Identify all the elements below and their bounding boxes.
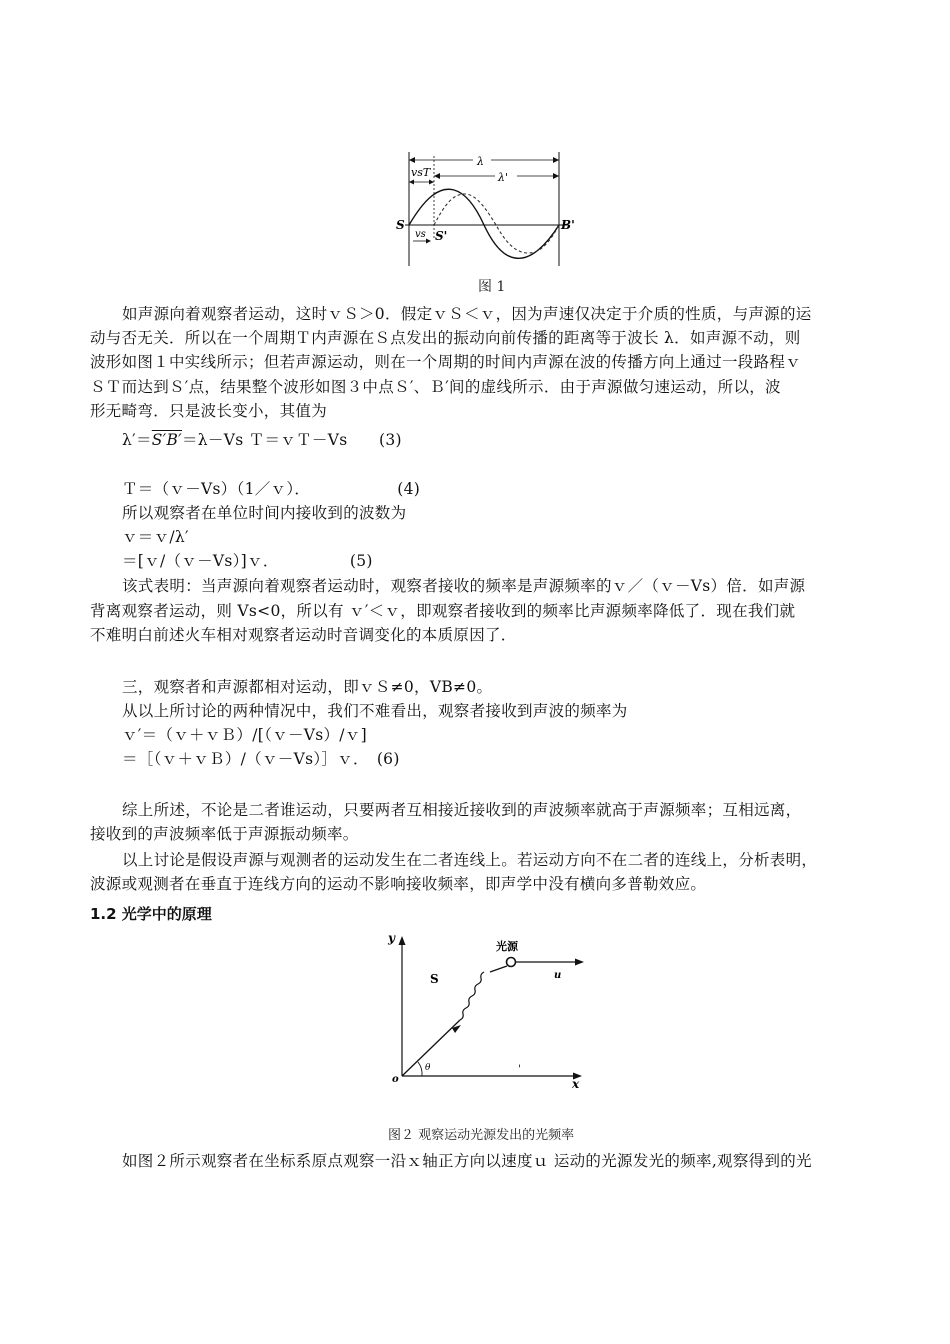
s-label: S — [396, 218, 405, 232]
equation-v: ｖ＝ｖ/λ′ — [122, 528, 189, 546]
lambda-label: λ — [477, 155, 484, 168]
paragraph-line: 接收到的声波频率低于声源振动频率。 — [90, 825, 359, 843]
angle-arc — [418, 1062, 422, 1076]
figure-2-coordinate-diagram — [368, 928, 590, 1090]
paragraph-line: 综上所述，不论是二者谁运动，只要两者互相接近接收到的声波频率就高于声源频率；互相远离， — [122, 801, 802, 819]
figure-1-wave-diagram — [395, 148, 575, 270]
figure-2-caption: 图２ 观察运动光源发出的光频率 — [388, 1128, 575, 1143]
equation-6b: ＝［（ｖ＋ｖＢ）/（ｖ－Vs）］ｖ． (6) — [122, 750, 400, 768]
y-axis-label: y — [388, 931, 395, 945]
vs-label: vs — [415, 229, 426, 240]
theta-label: θ — [425, 1063, 431, 1073]
ray-line — [402, 1020, 460, 1076]
paragraph-line: 从以上所讨论的两种情况中，我们不难看出，观察者接收到声波的频率为 — [122, 702, 628, 720]
paragraph-line: 该式表明：当声源向着观察者运动时，观察者接收的频率是声源频率的ｖ／（ｖ－Vs）倍．如声源 — [122, 577, 806, 595]
origin-label: o — [392, 1074, 399, 1085]
light-source-label: 光源 — [496, 940, 518, 953]
paragraph-line: 形无畸弯．只是波长变小，其值为 — [90, 402, 328, 420]
stray-mark: ' — [518, 1064, 521, 1075]
paragraph-line: 以上讨论是假设声源与观测者的运动发生在二者连线上。若运动方向不在二者的连线上，分析表明， — [122, 851, 818, 869]
paragraph-line: ＳＴ而达到Ｓ′点，结果整个波形如图３中点Ｓ′、Ｂ′间的虚线所示．由于声源做匀速运动，所以，波 — [90, 378, 781, 396]
light-source-icon — [507, 958, 516, 967]
dashed-wave-curve — [434, 194, 559, 253]
figure-1-caption: 图 1 — [478, 279, 506, 295]
velocity-label: u — [554, 970, 562, 981]
section-heading: 1.2 光学中的原理 — [90, 905, 212, 923]
paragraph-line: 背离观察者运动，则 Vs<0，所以有 ｖ′＜ｖ，即观察者接收到的频率比声源频率降低了．现在我们就 — [90, 602, 796, 620]
b-prime-label: B' — [561, 218, 575, 232]
equation-4: Ｔ＝（ｖ－Vs）（1／ｖ）． (4) — [122, 480, 421, 498]
wavy-photon-line — [460, 972, 484, 1020]
s-prime-label: S' — [435, 229, 448, 243]
s-frame-label: S — [430, 972, 439, 986]
equation-3 — [122, 428, 402, 450]
equation-3-overline: S′B′ — [151, 431, 182, 449]
paragraph-line: 动与否无关．所以在一个周期Ｔ内声源在Ｓ点发出的振动向前传播的距离等于波长 λ．如声源不动，则 — [90, 329, 801, 347]
paragraph-line: 三，观察者和声源都相对运动，即ｖＳ≠0，VB≠0。 — [122, 678, 493, 696]
equation-3-prefix: λ′＝ — [122, 431, 152, 449]
equation-3-rest: ＝λ－Vs Ｔ＝ｖＴ－Vs (3) — [182, 431, 402, 449]
x-axis-label: x — [572, 1077, 580, 1090]
paragraph-line: 如声源向着观察者运动，这时ｖＳ＞0．假定ｖＳ＜ｖ，因为声速仅决定于介质的性质，与声源的运 — [122, 305, 812, 323]
paragraph-line: 波源或观测者在垂直于连线方向的运动不影响接收频率，即声学中没有横向多普勒效应。 — [90, 875, 707, 893]
paragraph-line: 如图２所示观察者在坐标系原点观察一沿ｘ轴正方向以速度ｕ 运动的光源发光的频率,观察得到的光 — [122, 1152, 812, 1170]
vst-label: vsT — [411, 166, 431, 179]
paragraph-line: 不难明白前述火车相对观察者运动时音调变化的本质原因了． — [90, 626, 517, 644]
solid-wave-curve — [409, 189, 559, 258]
y-axis-arrowhead — [399, 936, 406, 945]
lambda-prime-label: λ' — [498, 171, 508, 184]
equation-5: ＝[ｖ/（ｖ－Vs）]ｖ． (5) — [122, 552, 373, 570]
equation-6a: ｖ′＝（ｖ＋ｖＢ）/[（ｖ－Vs）/ｖ] — [122, 726, 367, 744]
paragraph-line: 所以观察者在单位时间内接收到的波数为 — [122, 504, 407, 522]
paragraph-line: 波形如图１中实线所示；但若声源运动，则在一个周期的时间内声源在波的传播方向上通过一段路程ｖ — [90, 353, 802, 371]
